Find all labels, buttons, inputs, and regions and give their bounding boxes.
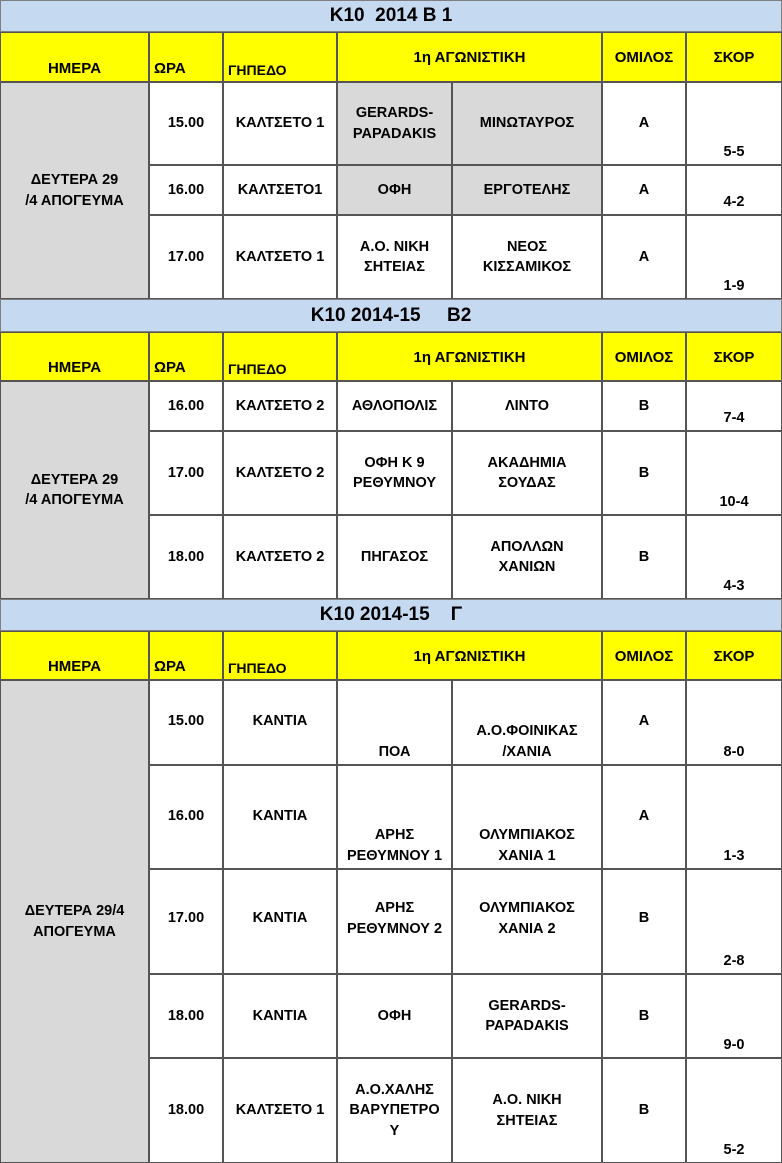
match-score: 2-8 — [686, 869, 782, 974]
match-venue: ΚΑΛΤΣΕΤΟ 1 — [223, 215, 337, 299]
match-score: 4-2 — [686, 165, 782, 215]
match-score: 1-9 — [686, 215, 782, 299]
header-group: ΟΜΙΛΟΣ — [602, 332, 686, 381]
away-team: Α.Ο. ΝΙΚΗ ΣΗΤΕΙΑΣ — [452, 1058, 602, 1163]
day-cell: ΔΕΥΤΕΡΑ 29/4 ΑΠΟΓΕΥΜΑ — [0, 680, 149, 1163]
match-time: 15.00 — [149, 82, 223, 165]
match-score: 1-3 — [686, 765, 782, 869]
match-time: 17.00 — [149, 215, 223, 299]
match-group: Β — [602, 431, 686, 515]
match-score: 10-4 — [686, 431, 782, 515]
header-time: ΩΡΑ — [149, 332, 223, 381]
match-time: 17.00 — [149, 869, 223, 974]
header-time: ΩΡΑ — [149, 631, 223, 680]
match-time: 18.00 — [149, 974, 223, 1058]
match-score: 8-0 — [686, 680, 782, 765]
away-team: ΑΠΟΛΛΩΝ ΧΑΝΙΩΝ — [452, 515, 602, 599]
home-team: ΑΘΛΟΠΟΛΙΣ — [337, 381, 452, 431]
home-team: ΑΡΗΣ ΡΕΘΥΜΝΟΥ 1 — [337, 765, 452, 869]
match-group: Β — [602, 1058, 686, 1163]
match-time: 16.00 — [149, 381, 223, 431]
away-team: ΜΙΝΩΤΑΥΡΟΣ — [452, 82, 602, 165]
away-team: Α.Ο.ΦΟΙΝΙΚΑΣ /ΧΑΝΙΑ — [452, 680, 602, 765]
match-venue: ΚΑΛΤΣΕΤΟ1 — [223, 165, 337, 215]
home-team: ΟΦΗ Κ 9 ΡΕΘΥΜΝΟΥ — [337, 431, 452, 515]
away-team: ΟΛΥΜΠΙΑΚΟΣ ΧΑΝΙΑ 1 — [452, 765, 602, 869]
section-title: Κ10 2014 Β 1 — [0, 0, 782, 32]
match-venue: ΚΑΛΤΣΕΤΟ 1 — [223, 1058, 337, 1163]
match-group: Β — [602, 974, 686, 1058]
away-team: GERARDS- PAPADAKIS — [452, 974, 602, 1058]
match-group: Α — [602, 680, 686, 765]
match-venue: ΚΑΛΤΣΕΤΟ 2 — [223, 431, 337, 515]
home-team: Α.Ο. ΝΙΚΗ ΣΗΤΕΙΑΣ — [337, 215, 452, 299]
away-team: ΕΡΓΟΤΕΛΗΣ — [452, 165, 602, 215]
header-time: ΩΡΑ — [149, 32, 223, 82]
match-venue: ΚΑΝΤΙΑ — [223, 974, 337, 1058]
home-team: ΟΦΗ — [337, 165, 452, 215]
match-time: 16.00 — [149, 765, 223, 869]
header-day: ΗΜΕΡΑ — [0, 332, 149, 381]
away-team: ΑΚΑΔΗΜΙΑ ΣΟΥΔΑΣ — [452, 431, 602, 515]
home-team: ΟΦΗ — [337, 974, 452, 1058]
header-group: ΟΜΙΛΟΣ — [602, 32, 686, 82]
match-time: 16.00 — [149, 165, 223, 215]
header-round: 1η ΑΓΩΝΙΣΤΙΚΗ — [337, 332, 602, 381]
match-time: 18.00 — [149, 515, 223, 599]
home-team: GERARDS- PAPADAKIS — [337, 82, 452, 165]
match-venue: ΚΑΛΤΣΕΤΟ 1 — [223, 82, 337, 165]
home-team: ΑΡΗΣ ΡΕΘΥΜΝΟΥ 2 — [337, 869, 452, 974]
header-score: ΣΚΟΡ — [686, 332, 782, 381]
match-time: 17.00 — [149, 431, 223, 515]
match-group: Α — [602, 165, 686, 215]
day-cell: ΔΕΥΤΕΡΑ 29 /4 ΑΠΟΓΕΥΜΑ — [0, 82, 149, 299]
home-team: ΠΟΑ — [337, 680, 452, 765]
match-score: 9-0 — [686, 974, 782, 1058]
header-venue: ΓΗΠΕΔΟ — [223, 332, 337, 381]
header-venue: ΓΗΠΕΔΟ — [223, 631, 337, 680]
header-group: ΟΜΙΛΟΣ — [602, 631, 686, 680]
match-time: 15.00 — [149, 680, 223, 765]
match-group: Β — [602, 515, 686, 599]
header-venue: ΓΗΠΕΔΟ — [223, 32, 337, 82]
header-day: ΗΜΕΡΑ — [0, 631, 149, 680]
home-team: ΠΗΓΑΣΟΣ — [337, 515, 452, 599]
match-venue: ΚΑΝΤΙΑ — [223, 765, 337, 869]
match-venue: ΚΑΛΤΣΕΤΟ 2 — [223, 381, 337, 431]
match-group: Α — [602, 82, 686, 165]
match-score: 5-5 — [686, 82, 782, 165]
header-day: ΗΜΕΡΑ — [0, 32, 149, 82]
away-team: ΟΛΥΜΠΙΑΚΟΣ ΧΑΝΙΑ 2 — [452, 869, 602, 974]
match-venue: ΚΑΝΤΙΑ — [223, 869, 337, 974]
section-title: Κ10 2014-15 Γ — [0, 599, 782, 631]
match-time: 18.00 — [149, 1058, 223, 1163]
match-group: Α — [602, 765, 686, 869]
section-title: Κ10 2014-15 Β2 — [0, 299, 782, 332]
header-round: 1η ΑΓΩΝΙΣΤΙΚΗ — [337, 631, 602, 680]
match-score: 5-2 — [686, 1058, 782, 1163]
match-group: Β — [602, 869, 686, 974]
match-score: 4-3 — [686, 515, 782, 599]
match-group: Α — [602, 215, 686, 299]
header-round: 1η ΑΓΩΝΙΣΤΙΚΗ — [337, 32, 602, 82]
match-group: Β — [602, 381, 686, 431]
match-venue: ΚΑΝΤΙΑ — [223, 680, 337, 765]
header-score: ΣΚΟΡ — [686, 631, 782, 680]
day-cell: ΔΕΥΤΕΡΑ 29 /4 ΑΠΟΓΕΥΜΑ — [0, 381, 149, 599]
header-score: ΣΚΟΡ — [686, 32, 782, 82]
home-team: Α.Ο.ΧΑΛΗΣ ΒΑΡΥΠΕΤΡΟ Υ — [337, 1058, 452, 1163]
away-team: ΛΙΝΤΟ — [452, 381, 602, 431]
match-score: 7-4 — [686, 381, 782, 431]
match-venue: ΚΑΛΤΣΕΤΟ 2 — [223, 515, 337, 599]
away-team: ΝΕΟΣ ΚΙΣΣΑΜΙΚΟΣ — [452, 215, 602, 299]
